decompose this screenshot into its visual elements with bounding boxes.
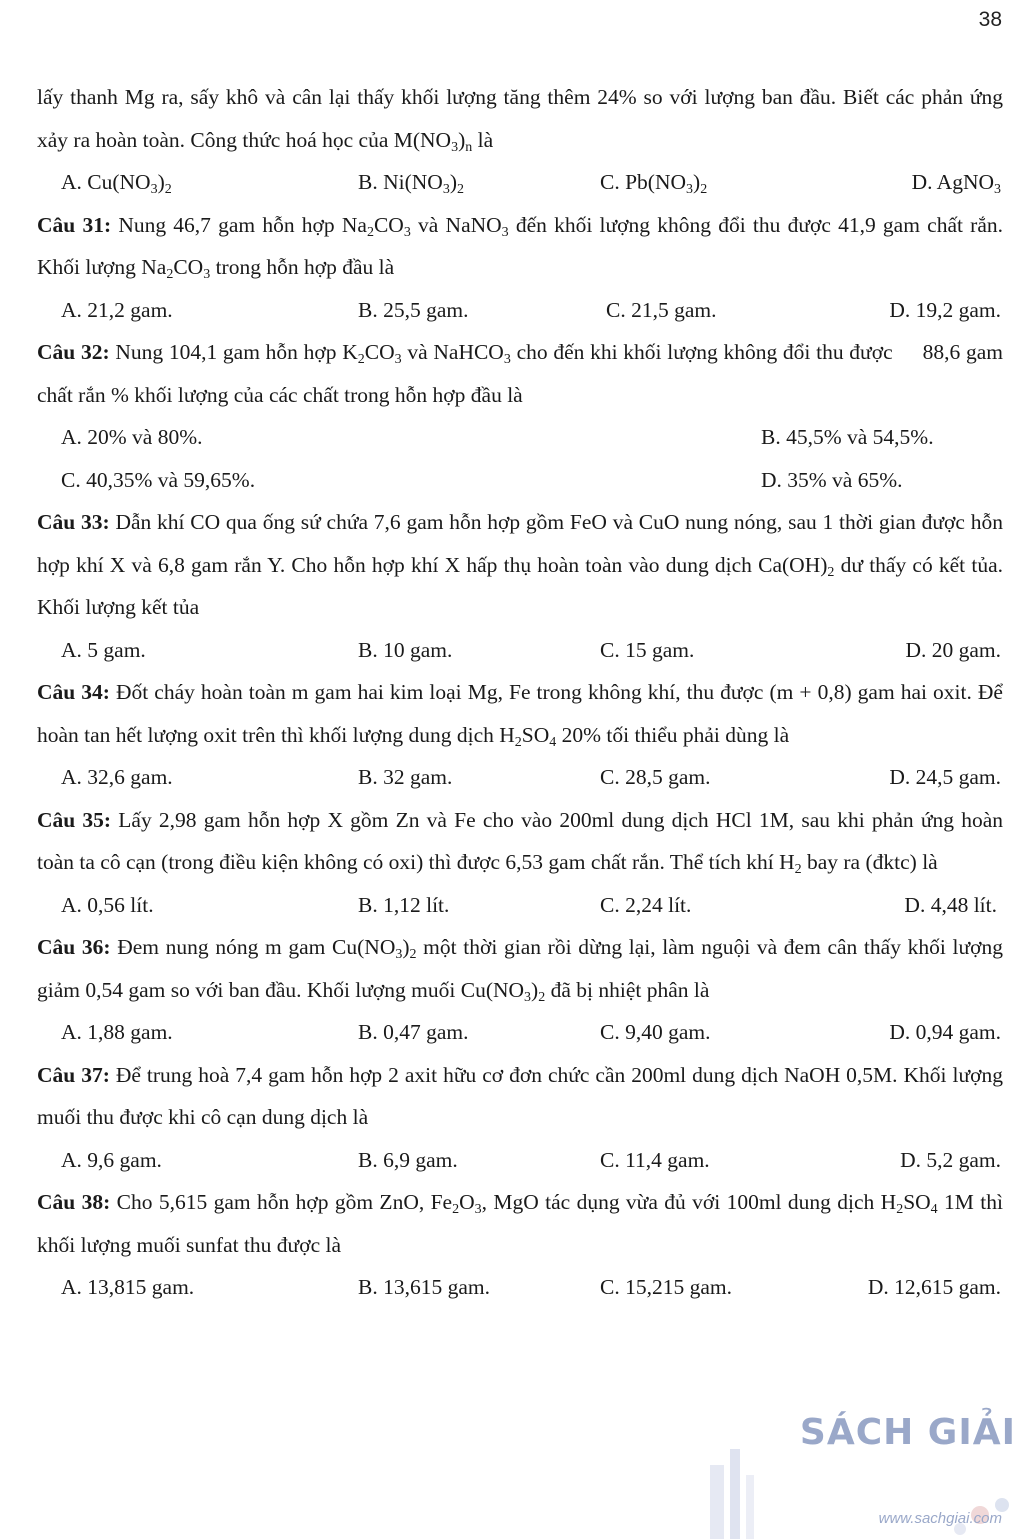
option-c: C. 9,40 gam.	[600, 1020, 711, 1044]
question-37: Câu 37: Để trung hoà 7,4 gam hỗn hợp 2 axit hữu cơ đơn chức cần 200ml dung dịch NaOH 0,5M. Khối lượng muối thu được khi cô cạn dung dịch là	[37, 1062, 1003, 1129]
watermark-brand: SÁCH GIẢI	[799, 1412, 1016, 1453]
option-c: C. 28,5 gam.	[600, 765, 711, 789]
option-c: C. 2,24 lít.	[600, 892, 692, 917]
option-a: A. 1,88 gam.	[61, 1020, 173, 1044]
option-d: D. 12,615 gam.	[867, 1275, 1001, 1299]
option-d: D. 19,2 gam.	[889, 297, 1001, 322]
question-34: Câu 34: Đốt cháy hoàn toàn m gam hai kim loại Mg, Fe trong không khí, thu được (m + 0,8) gam hai oxit. Để hoàn tan hết lượng oxit trên thì khối lượng dung dịch $H_2SO_4$ 20% tối thiểu phải dùng là	[37, 680, 1003, 750]
text: là	[472, 127, 494, 152]
option-c: C. 11,4 gam.	[600, 1147, 710, 1172]
question-label: Câu 36:	[37, 935, 111, 959]
question-32: Câu 32: Nung 104,1 gam hỗn hợp $K_2CO_3$ và NaHCO$_3$ cho đến khi khối lượng không đổi thu được 88,6 gam chất rắn % khối lượng của các chất trong hỗn hợp đầu là	[37, 340, 1003, 407]
answer-options	[37, 756, 1003, 799]
option-a: A. 5 gam.	[61, 637, 146, 662]
question-label: Câu 35:	[37, 807, 112, 832]
subscript: 3	[451, 139, 459, 155]
option-d: D. 5,2 gam.	[900, 1147, 1001, 1172]
question-label: Câu 33:	[37, 510, 110, 534]
question-31: Câu 31: Nung 46,7 gam hỗn hợp $Na_2CO_3$ và NaNO$_3$ đến khối lượng không đổi thu được 41,9 gam chất rắn. Khối lượng $Na_2CO_3$ trong hỗn hợp đầu là	[37, 212, 1003, 282]
answer-options	[37, 416, 1003, 459]
answer-options	[37, 289, 1003, 332]
question-35: Câu 35: Lấy 2,98 gam hỗn hợp X gồm Zn và Fe cho vào 200ml dung dịch HCl 1M, sau khi phản ứng hoàn toàn ta cô cạn (trong điều kiện không có oxi) thì được 6,53 gam chất rắn. Thể tích khí $H_2$ bay ra (đktc) là	[37, 807, 1003, 877]
option-d: D. 35% và 65%.	[761, 467, 903, 492]
option-a: A. 0,56 lít.	[61, 892, 154, 917]
option-a: A. 21,2 gam.	[61, 297, 173, 322]
answer-options	[37, 161, 1003, 204]
page-number: 38	[978, 8, 1002, 31]
option-c: C. 21,5 gam.	[606, 297, 717, 322]
question-label: Câu 37:	[37, 1062, 110, 1087]
option-b: B. 10 gam.	[358, 637, 453, 662]
option-d: D. AgNO$_3$	[911, 170, 1001, 197]
option-b: B. 13,615 gam.	[358, 1275, 490, 1299]
question-label: Câu 38:	[37, 1190, 111, 1214]
option-c: C. 15,215 gam.	[600, 1275, 732, 1299]
option-b: B. $Ni(NO_3)_2$	[358, 170, 464, 197]
option-c: C. 15 gam.	[600, 637, 695, 662]
answer-options	[37, 629, 1003, 672]
answer-options	[37, 1266, 1003, 1309]
option-d: D. 0,94 gam.	[889, 1020, 1001, 1044]
option-b: B. 32 gam.	[358, 765, 453, 789]
answer-options	[37, 1139, 1003, 1182]
answer-options	[37, 884, 1003, 927]
question-38: Câu 38: Cho 5,615 gam hỗn hợp gồm ZnO, $Fe_2O_3$, MgO tác dụng vừa đủ với 100ml dung dịch $H_2SO_4$ 1M thì khối lượng muối sunfat thu được là	[37, 1190, 1003, 1257]
question-30-continuation	[37, 76, 1003, 161]
subscript: n	[465, 139, 473, 155]
option-d: D. 24,5 gam.	[889, 765, 1001, 789]
document-body	[37, 76, 1003, 1309]
option-b: B. 0,47 gam.	[358, 1020, 469, 1044]
option-d: D. 4,48 lít.	[904, 892, 997, 917]
intro-line2: các phản ứng xảy ra hoàn toàn. Công thức hoá học của M(NO	[37, 85, 1003, 152]
question-label: Câu 31:	[37, 212, 112, 237]
option-b: B. 6,9 gam.	[358, 1147, 458, 1172]
question-33: Câu 33: Dẫn khí CO qua ống sứ chứa 7,6 gam hỗn hợp gồm FeO và CuO nung nóng, sau 1 thời gian được hỗn hợp khí X và 6,8 gam rắn Y. Cho hỗn hợp khí X hấp thụ hoàn toàn vào dung dịch $Ca(OH)_2$ dư thấy có kết tủa. Khối lượng kết tủa	[37, 510, 1003, 619]
option-b: B. 25,5 gam.	[358, 297, 469, 322]
option-b: B. 45,5% và 54,5%.	[761, 425, 934, 449]
answer-options	[37, 459, 1003, 502]
option-c: C. $Pb(NO_3)_2$	[600, 170, 708, 197]
watermark-url: www.sachgiai.com	[878, 1510, 1002, 1527]
option-b: B. 1,12 lít.	[358, 892, 450, 917]
option-d: D. 20 gam.	[905, 637, 1001, 662]
option-a: A. 13,815 gam.	[61, 1275, 195, 1299]
question-label: Câu 32:	[37, 340, 110, 364]
option-a: A. 20% và 80%.	[61, 425, 203, 449]
question-36: Câu 36: Đem nung nóng m gam $Cu(NO_3)_2$ một thời gian rồi dừng lại, làm nguội và đem cân thấy khối lượng giảm 0,54 gam so với ban đầu. Khối lượng muối $Cu(NO_3)_2$ đã bị nhiệt phân là	[37, 935, 1003, 1005]
intro-line1: lấy thanh Mg ra, sấy khô và cân lại thấy khối lượng tăng thêm 24% so với lượng ban đầu. Biết	[37, 85, 879, 109]
option-c: C. 40,35% và 59,65%.	[61, 467, 256, 492]
option-a: A. $Cu(NO_3)_2$	[61, 170, 172, 197]
option-a: A. 32,6 gam.	[61, 765, 173, 789]
question-label: Câu 34:	[37, 680, 110, 704]
text: )	[458, 127, 466, 152]
option-a: A. 9,6 gam.	[61, 1147, 162, 1172]
answer-options	[37, 1011, 1003, 1054]
